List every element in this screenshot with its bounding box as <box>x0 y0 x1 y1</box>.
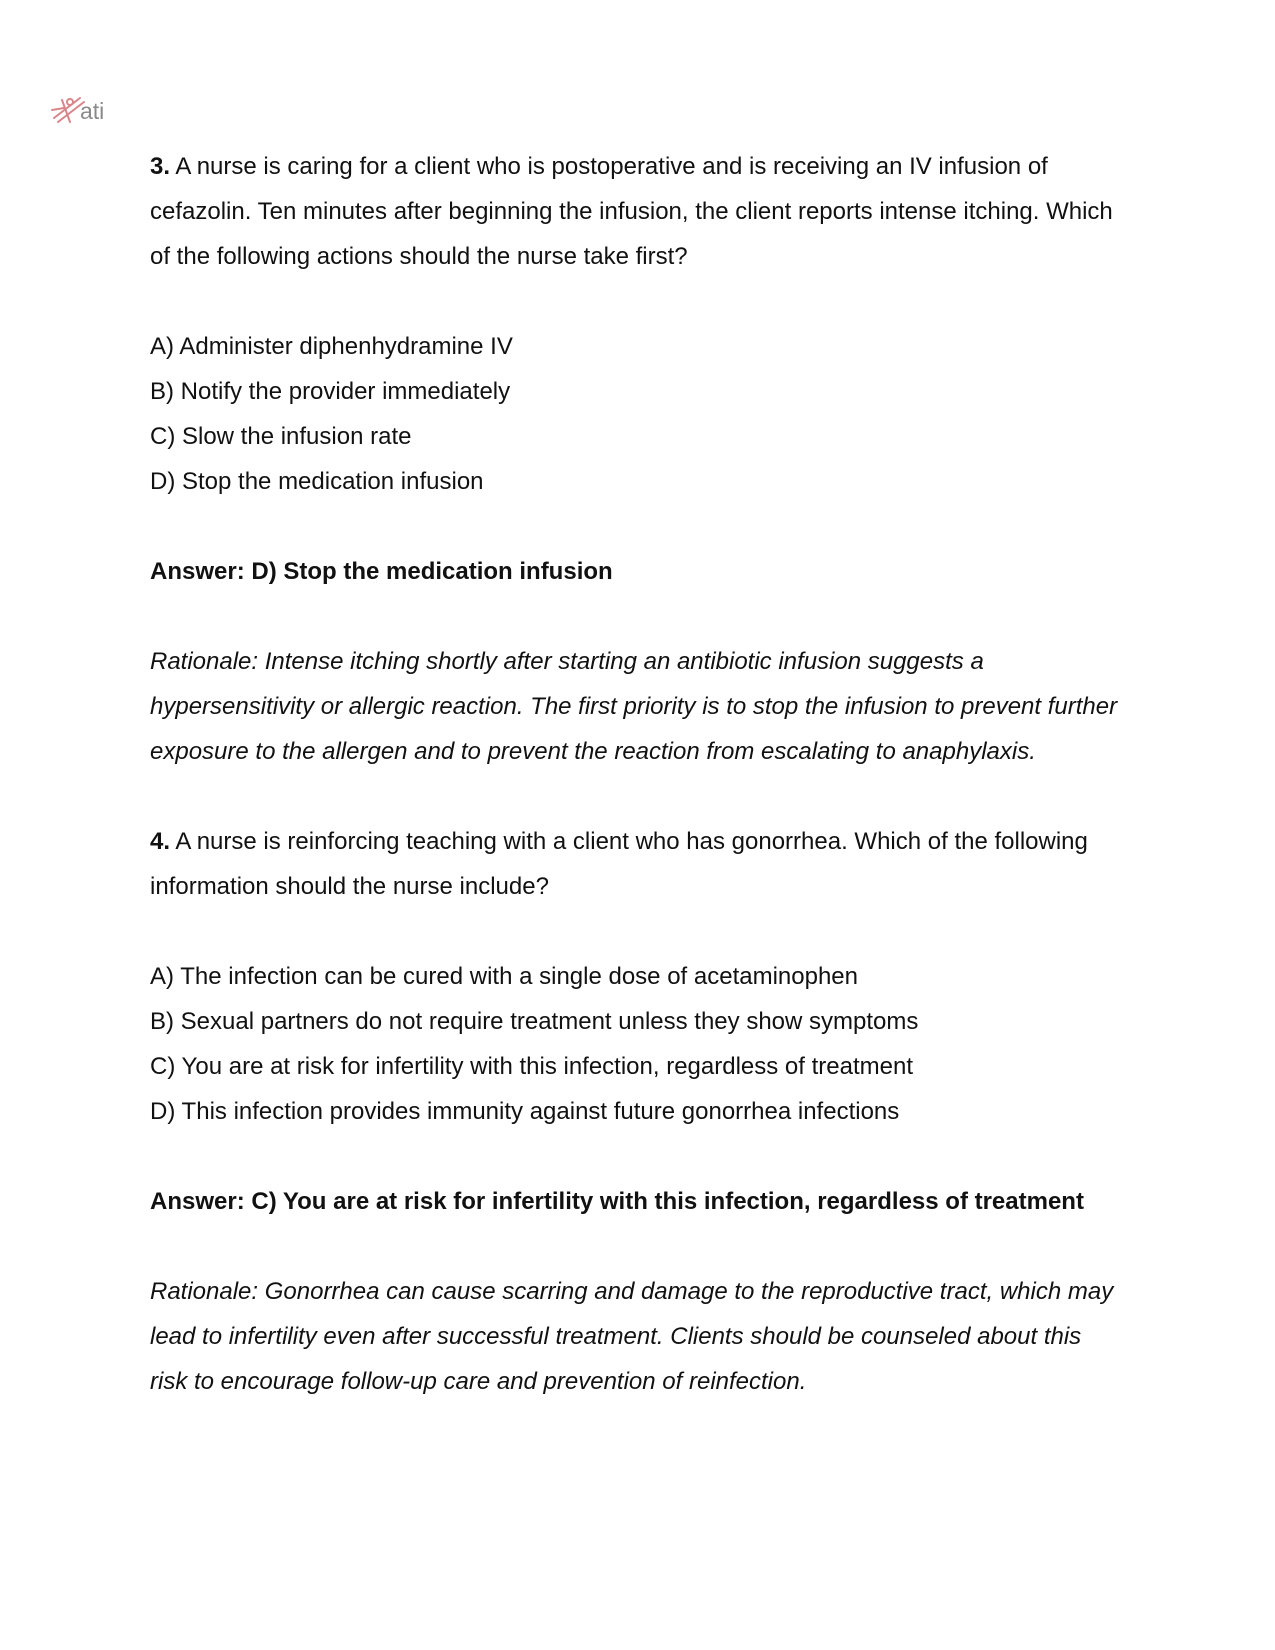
ati-logo <box>50 92 122 132</box>
question-number: 4. <box>150 828 171 855</box>
question-4-stem <box>150 819 1125 909</box>
option-c: C) You are at risk for infertility with this infection, regardless of treatment <box>150 1053 913 1080</box>
option-b: B) Sexual partners do not require treatment unless they show symptoms <box>150 1008 919 1035</box>
option-d: D) This infection provides immunity against future gonorrhea infections <box>150 1098 900 1125</box>
option-d: D) Stop the medication infusion <box>150 468 484 495</box>
option-b: B) Notify the provider immediately <box>150 378 511 405</box>
option-c: C) Slow the infusion rate <box>150 423 412 450</box>
question-4-answer: Answer: C) You are at risk for infertility with this infection, regardless of treatment <box>150 1188 1084 1215</box>
question-text: A nurse is caring for a client who is postoperative and is receiving an IV infusion of cefazolin. Ten minutes after beginning the infusion, the client reports intense itching. Which of the following actions should the nurse take first? <box>150 153 1113 270</box>
option-a: A) Administer diphenhydramine IV <box>150 333 513 360</box>
logo-text: ati <box>80 98 105 124</box>
question-3-answer: Answer: D) Stop the medication infusion <box>150 558 613 585</box>
question-number: 3. <box>150 153 171 180</box>
question-3-options <box>150 324 1125 504</box>
option-a: A) The infection can be cured with a single dose of acetaminophen <box>150 963 858 990</box>
question-3-stem <box>150 144 1125 279</box>
question-4-options <box>150 954 1125 1134</box>
question-4-rationale: Rationale: Gonorrhea can cause scarring and damage to the reproductive tract, which may lead to infertility even after successful treatment. Clients should be counseled about this risk to encourage follow-up care and prevention of reinfection. <box>150 1278 1114 1395</box>
document-body <box>150 144 1125 1404</box>
question-3-rationale: Rationale: Intense itching shortly after starting an antibiotic infusion suggests a hypersensitivity or allergic reaction. The first priority is to stop the infusion to prevent further exposure to the allergen and to prevent the reaction from escalating to anaphylaxis. <box>150 648 1118 765</box>
question-text: A nurse is reinforcing teaching with a client who has gonorrhea. Which of the following information should the nurse include? <box>150 828 1088 900</box>
